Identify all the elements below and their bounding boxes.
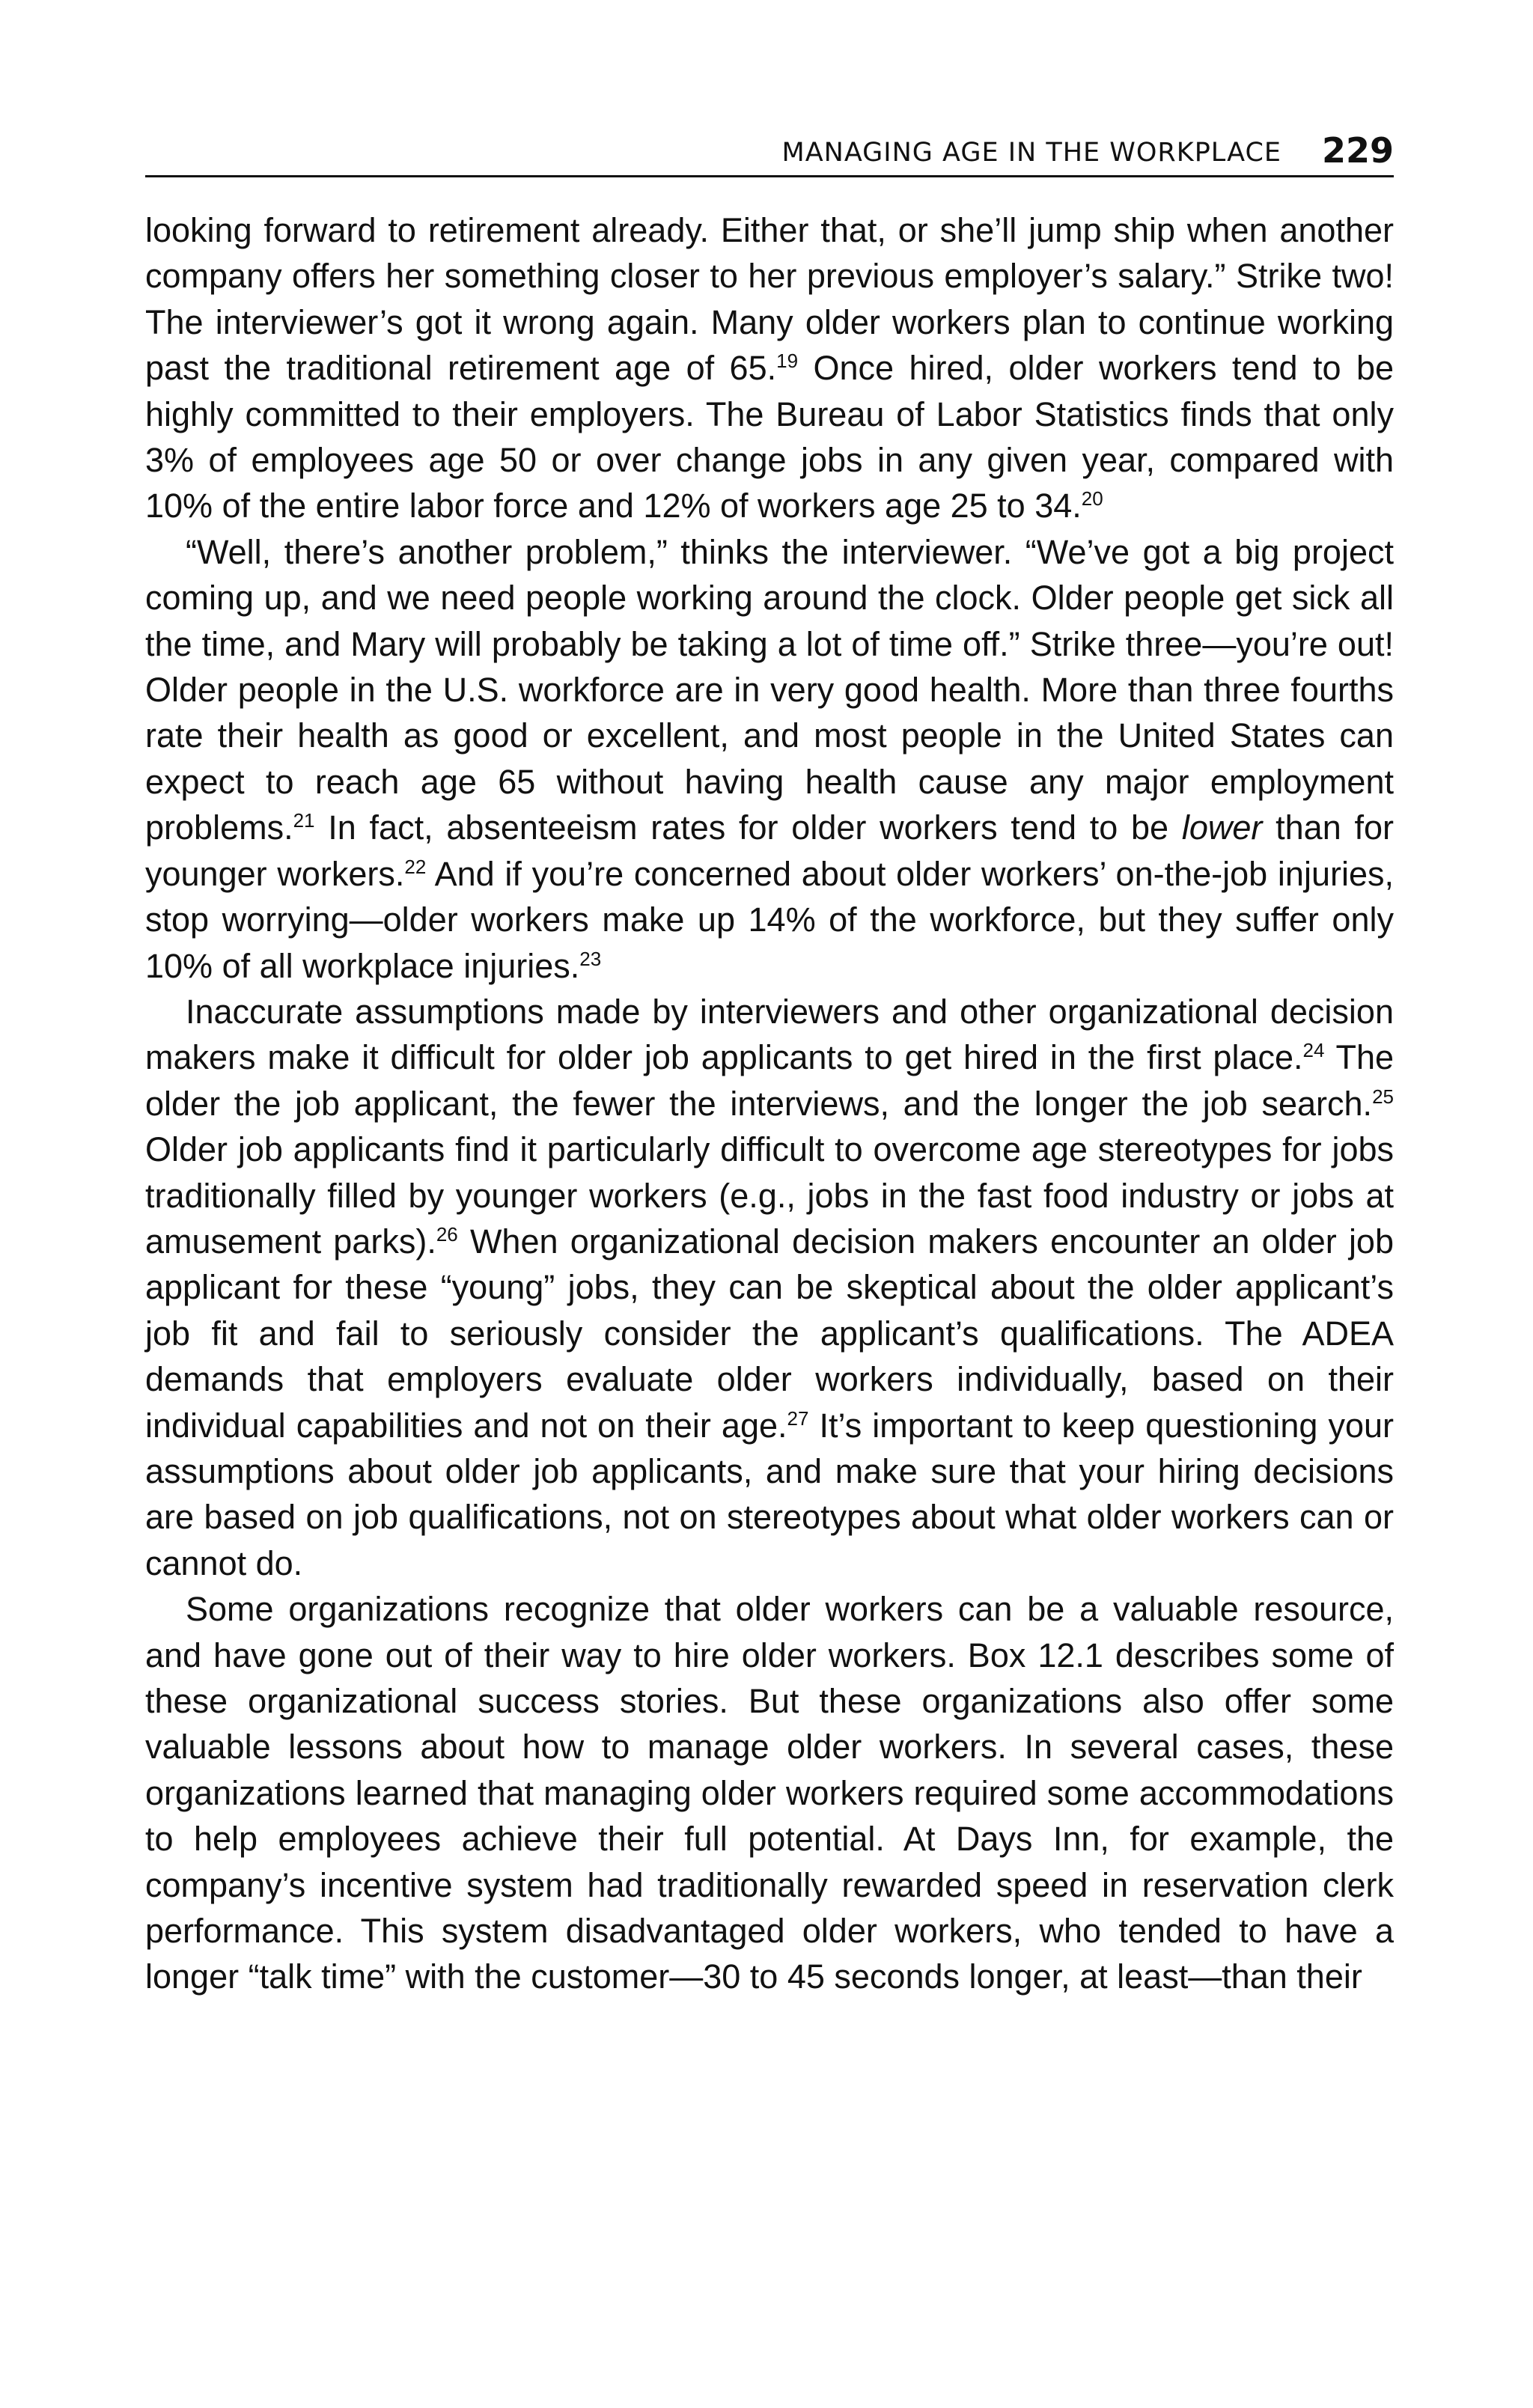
- footnote-ref: 23: [579, 947, 602, 970]
- footnote-ref: 26: [436, 1222, 458, 1246]
- footnote-ref: 19: [776, 350, 799, 373]
- footnote-ref: 25: [1372, 1085, 1394, 1108]
- paragraph-4: [145, 1586, 1394, 2000]
- footnote-ref: 27: [787, 1406, 809, 1430]
- body-text: [145, 207, 1394, 2000]
- paragraph-text: And if you’re concerned about older workers’ on-the-job injuries, stop worrying—older workers make up 14% of the workforce, but they suffer only 10% of all workplace injuries.: [145, 854, 1394, 985]
- running-header: [145, 127, 1394, 177]
- paragraph-text: “Well, there’s another problem,” thinks the interviewer. “We’ve got a big project coming up, and we need people working around the clock. Older people get sick all the time, and Mary will probably be taking a lot of time off.” Strike three—you’re out! Older people in the U.S. workforce are in very good health. More than three fourths rate their health as good or excellent, and most people in the United States can expect to reach age 65 without having health cause any major employment problems.: [145, 532, 1394, 847]
- paragraph-1: [145, 207, 1394, 529]
- book-page: [145, 127, 1394, 2000]
- paragraph-text: Older job applicants find it particularly difficult to overcome age stereotypes for jobs traditionally filled by younger workers (e.g., jobs in the fast food industry or jobs at amusement parks).: [145, 1130, 1394, 1261]
- paragraph-text: Some organizations recognize that older workers can be a valuable resource, and have gone out of their way to hire older workers. Box 12.1 describes some of these organizational success stories. But these organizations also offer some valuable lessons about how to manage older workers. In several cases, these organizations learned that managing older workers required some accommodations to help employees achieve their full potential. At Days Inn, for example, the company’s incentive system had traditionally rewarded speed in reservation clerk performance. This system disadvantaged older workers, who tended to have a longer “talk time” with the customer—30 to 45 seconds longer, at least—than their: [145, 1590, 1394, 1996]
- paragraph-text: looking forward to retirement already. Either that, or she’ll jump ship when another company offers her something closer to her previous employer’s salary.” Strike two! The interviewer’s got it wrong again. Many older workers plan to continue working past the traditional retirement age of 65.: [145, 211, 1394, 388]
- paragraph-3: [145, 989, 1394, 1586]
- paragraph-text: It’s important to keep questioning your assumptions about older job applicants, and make sure that your hiring decisions are based on job qualifications, not on stereotypes about what older workers can or cannot do.: [145, 1406, 1394, 1582]
- paragraph-text: Once hired, older workers tend to be highly committed to their employers. The Bureau of Labor Statistics finds that only 3% of employees age 50 or over change jobs in any given year, compared with 10% of the entire labor force and 12% of workers age 25 to 34.: [145, 349, 1394, 525]
- footnote-ref: 21: [293, 809, 315, 832]
- footnote-ref: 24: [1302, 1039, 1325, 1062]
- paragraph-text: than for younger workers.: [145, 808, 1395, 893]
- paragraph-2: [145, 529, 1394, 989]
- emphasis-text: lower: [1181, 808, 1263, 847]
- footnote-ref: 22: [404, 855, 427, 878]
- page-number: 229: [1321, 130, 1394, 171]
- running-title: MANAGING AGE IN THE WORKPLACE: [781, 138, 1281, 168]
- footnote-ref: 20: [1081, 487, 1103, 510]
- paragraph-text: When organizational decision makers encounter an older job applicant for these “young” jobs, they can be skeptical about the older applicant’s job fit and fail to seriously consider the applicant’s qualifications. The ADEA demands that employers evaluate older workers individually, based on their individual capabilities and not on their age.: [145, 1222, 1394, 1445]
- paragraph-text: Inaccurate assumptions made by interviewers and other organizational decision makers make it difficult for older job applicants to get hired in the first place.: [145, 992, 1394, 1077]
- paragraph-text: The older the job applicant, the fewer the interviews, and the longer the job search.: [145, 1038, 1394, 1123]
- paragraph-text: In fact, absenteeism rates for older workers tend to be: [314, 808, 1182, 847]
